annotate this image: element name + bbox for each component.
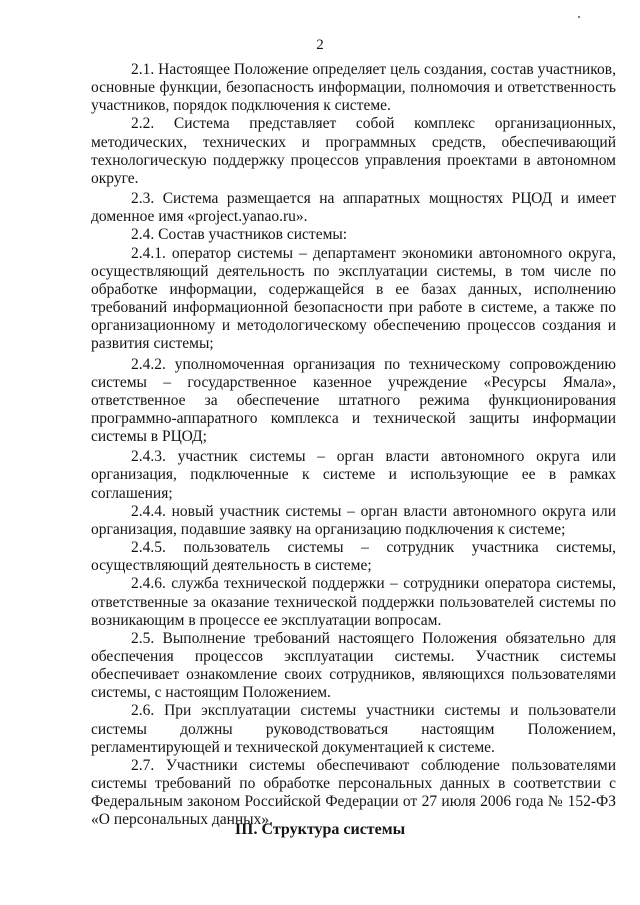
section-2-body: [91, 61, 616, 830]
paragraph-2-4-1: 2.4.1. оператор системы – департамент экономики автономного округа, осуществляющий деятельность по эксплуатации системы, в том числе по обработке информации, содержащейся в ее базах данных, исполнению требований информационной безопасности при работе в системе, а также по организационному и методологическому обеспечению процессов создания и развития системы;: [91, 244, 616, 353]
paragraph-2-4-6: 2.4.6. служба технической поддержки – сотрудники оператора системы, ответственные за оказание технической поддержки пользователей системы по возникающим в процессе ее эксплуатации вопросам.: [91, 575, 616, 629]
paragraph-2-4-5: 2.4.5. пользователь системы – сотрудник участника системы, осуществляющий деятельность в системе;: [91, 539, 616, 575]
scan-speck: [578, 16, 580, 18]
paragraph-2-3: 2.3. Система размещается на аппаратных мощностях РЦОД и имеет доменное имя «project.yanao.ru».: [91, 190, 616, 226]
section-heading: III. Структура системы: [234, 821, 406, 838]
paragraph-2-5: 2.5. Выполнение требований настоящего Положения обязательно для обеспечения процессов эксплуатации системы. Участник системы обеспечивает ознакомление своих сотрудников, являющихся пользователями системы, с настоящим Положением.: [91, 629, 616, 702]
paragraph-2-4-3: 2.4.3. участник системы – орган власти автономного округа или организация, подключенные к системе и использующие ее в рамках соглашения;: [91, 448, 616, 502]
paragraph-2-2: 2.2. Система представляет собой комплекс организационных, методических, технических и программных средств, обеспечивающий технологическую поддержку процессов управления проектами в автономном округе.: [91, 115, 616, 187]
paragraph-2-1: 2.1. Настоящее Положение определяет цель создания, состав участников, основные функции, безопасность информации, полномочия и ответственность участников, порядок подключения к системе.: [91, 61, 616, 115]
page-number: 2: [316, 37, 324, 53]
paragraph-2-4-4: 2.4.4. новый участник системы – орган власти автономного округа или организация, подавшие заявку на организацию подключения к системе;: [91, 502, 616, 538]
paragraph-2-4: 2.4. Состав участников системы:: [131, 226, 348, 244]
paragraph-2-6: 2.6. При эксплуатации системы участники системы и пользователи системы должны руководствоваться настоящим Положением, регламентирующей и технической документацией к системе.: [91, 702, 616, 756]
paragraph-2-4-2: 2.4.2. уполномоченная организация по техническому сопровождению системы – государственное казенное учреждение «Ресурсы Ямала», ответственное за обеспечение штатного режима функционирования программно-аппаратного комплекса и технической защиты информации системы в РЦОД;: [91, 355, 616, 446]
paragraph-2-7: 2.7. Участники системы обеспечивают соблюдение пользователями системы требований по обработке персональных данных в соответствии с Федеральным законом Российской Федерации от 27 июля 2006 года № 152-ФЗ «О персональных данных».: [91, 756, 616, 829]
